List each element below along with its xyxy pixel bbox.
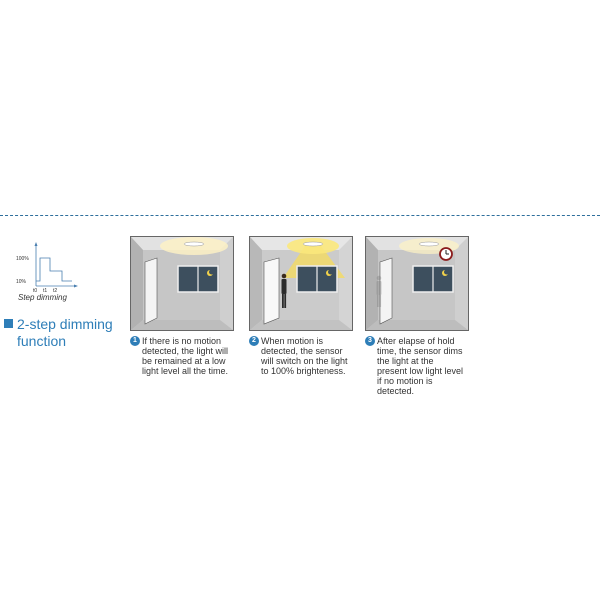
step-1-text: If there is no motion detected, the light will be remained at a low light level all the time.	[142, 336, 229, 376]
step-1-caption	[130, 336, 230, 376]
door-open	[264, 258, 279, 324]
title-square-icon	[4, 319, 13, 328]
clock-icon	[440, 248, 452, 260]
x-label-t2: t2	[53, 288, 58, 292]
step-2-caption	[249, 336, 349, 376]
x-axis-arrow	[74, 285, 78, 288]
step-1-number: 1	[130, 336, 140, 346]
y-label-100: 100%	[16, 256, 29, 262]
dashed-divider	[0, 215, 600, 216]
ceiling-light	[184, 242, 204, 246]
step-2-text: When motion is detected, the sensor will switch on the light to 100% brighteness.	[261, 336, 348, 376]
door	[380, 258, 392, 324]
chart-caption: Step dimming	[18, 293, 67, 302]
step-3-caption	[365, 336, 465, 396]
step-line	[36, 258, 72, 281]
x-label-t1: t1	[43, 288, 48, 292]
panel-full-brightness	[249, 236, 353, 331]
step-3-text: After elapse of hold time, the sensor dims the light at the present low light level if no motion is detected.	[377, 336, 464, 396]
y-label-10: 10%	[16, 279, 27, 285]
ceiling-light	[303, 242, 323, 246]
x-label-t0: t0	[33, 288, 38, 292]
step-dimming-chart	[14, 242, 84, 292]
step-3-number: 3	[365, 336, 375, 346]
title-line-2: function	[17, 333, 67, 349]
door	[145, 258, 157, 324]
step-2-number: 2	[249, 336, 259, 346]
title-line-1: 2-step dimming	[17, 316, 113, 332]
y-axis-arrow	[35, 242, 38, 246]
section-title	[4, 316, 124, 349]
ceiling-light	[419, 242, 439, 246]
panel-dimmed	[365, 236, 469, 331]
panel-low-light	[130, 236, 234, 331]
